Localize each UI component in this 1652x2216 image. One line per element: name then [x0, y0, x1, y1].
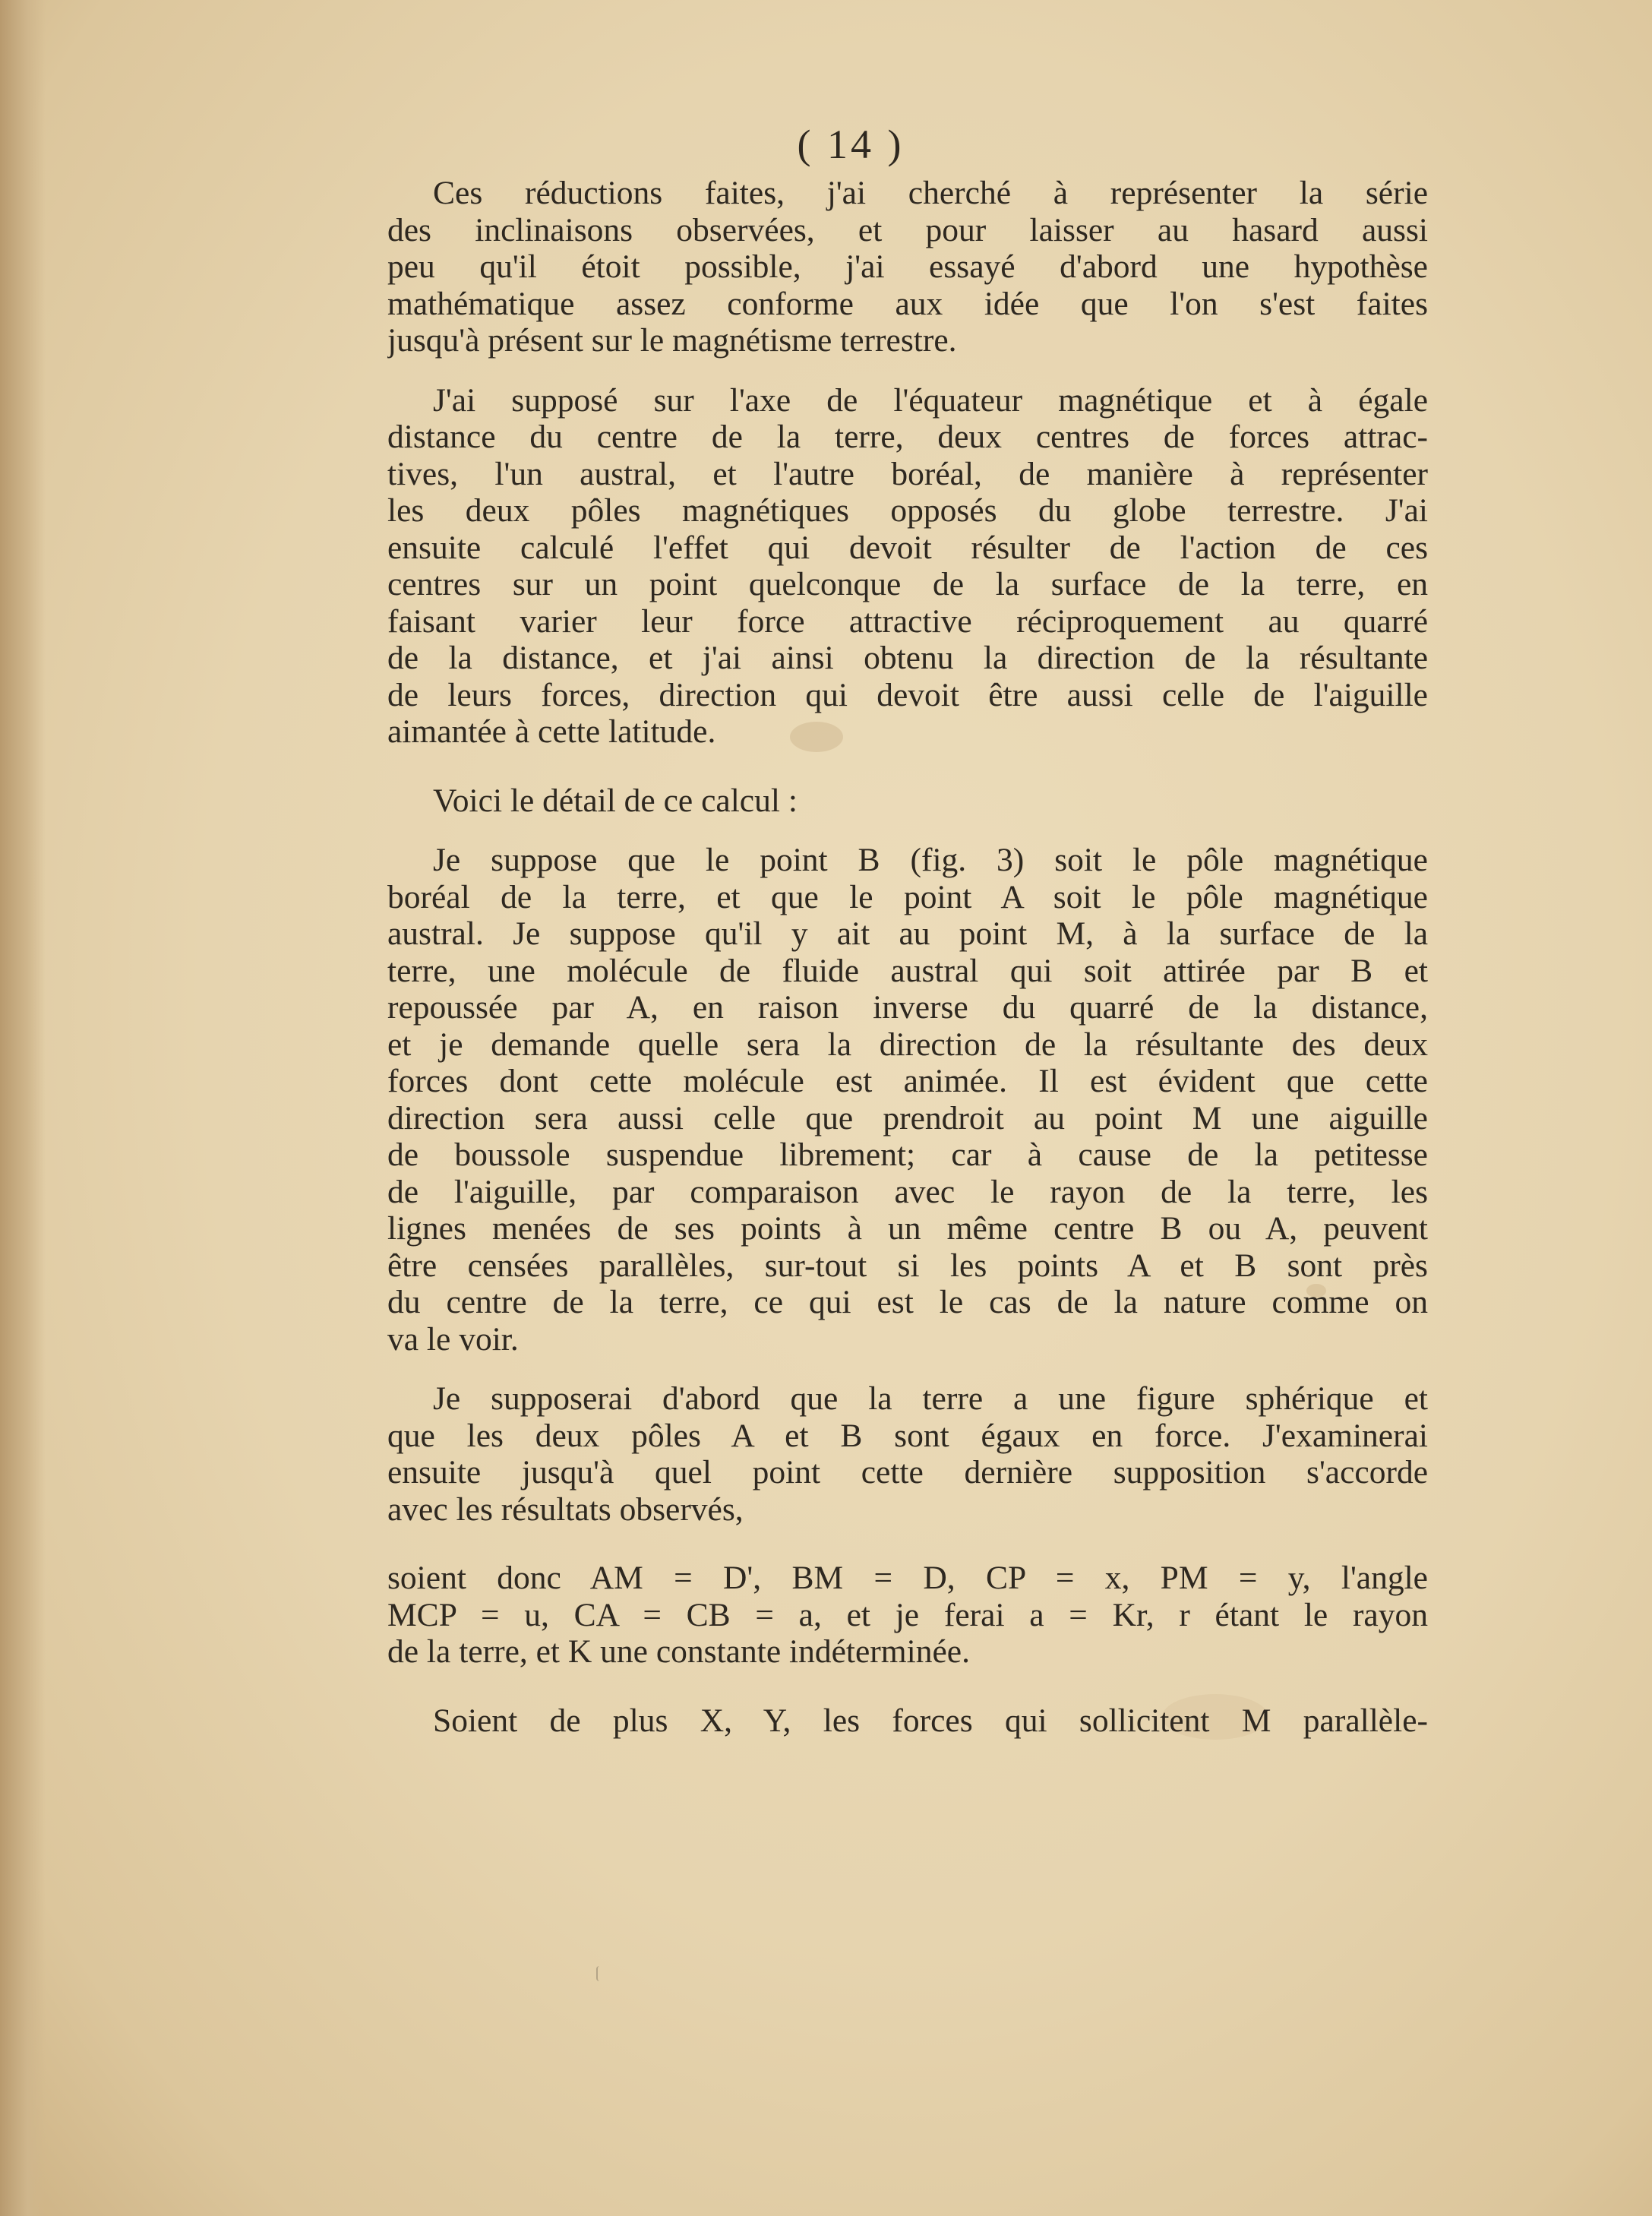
text-line: Soient de plus X, Y, les forces qui sollicitent M parallèle- [433, 1702, 1428, 1739]
text-line: de boussole suspendue librement; car à cause de la petitesse [387, 1136, 1428, 1173]
text-line: mathématique assez conforme aux idée que l'on s'est faites [387, 285, 1428, 322]
text-line: que les deux pôles A et B sont égaux en force. J'examinerai [387, 1417, 1428, 1454]
text-line: avec les résultats observés, [387, 1491, 744, 1528]
text-line: direction sera aussi celle que prendroit au point M une aiguille [387, 1099, 1428, 1136]
text-line: Voici le détail de ce calcul : [433, 782, 798, 819]
text-line: jusqu'à présent sur le magnétisme terrestre. [387, 322, 957, 359]
paragraph [387, 382, 1428, 751]
text-line: les deux pôles magnétiques opposés du globe terrestre. J'ai [387, 492, 1428, 529]
text-line: forces dont cette molécule est animée. Il est évident que cette [387, 1063, 1428, 1099]
text-line: distance du centre de la terre, deux centres de forces attrac- [387, 419, 1428, 455]
paragraph-continuation [387, 212, 1428, 359]
text-line: peu qu'il étoit possible, j'ai essayé d'abord une hypothèse [387, 248, 1428, 285]
binding-gutter-shadow [0, 0, 46, 2216]
text-line: de l'aiguille, par comparaison avec le rayon de la terre, les [387, 1173, 1428, 1210]
text-line: Je suppose que le point B (fig. 3) soit le pôle magnétique [433, 842, 1428, 878]
text-line: boréal de la terre, et que le point A soit le pôle magnétique [387, 878, 1428, 915]
page-text [387, 122, 1428, 1739]
text-line: terre, une molécule de fluide austral qui soit attirée par B et [387, 952, 1428, 989]
text-line: de la distance, et j'ai ainsi obtenu la direction de la résultante [387, 640, 1428, 676]
paragraph [387, 1702, 1428, 1740]
text-line: des inclinaisons observées, et pour laisser au hasard aussi [387, 211, 1428, 248]
text-line: J'ai supposé sur l'axe de l'équateur magnétique et à égale [433, 381, 1428, 419]
text-line: être censées parallèles, sur-tout si les points A et B sont près [387, 1247, 1428, 1284]
text-line: MCP = u, CA = CB = a, et je ferai a = Kr, r étant le rayon [387, 1596, 1428, 1633]
text-line: de leurs forces, direction qui devoit être aussi celle de l'aiguille [387, 676, 1428, 713]
text-line: soient donc AM = D', BM = D, CP = x, PM = y, l'angle [387, 1560, 1428, 1596]
paragraph [387, 1560, 1428, 1671]
ink-mark [596, 1966, 604, 1981]
page-number: ( 14 ) [797, 122, 905, 167]
text-line: de la terre, et K une constante indéterminée. [387, 1633, 970, 1670]
text-line: centres sur un point quelconque de la surface de la terre, en [387, 566, 1428, 602]
paragraph [387, 842, 1428, 1358]
text-line: lignes menées de ses points à un même centre B ou A, peuvent [387, 1210, 1428, 1247]
paragraph [387, 782, 1428, 820]
text-line: va le voir. [387, 1320, 519, 1358]
paragraph [387, 1380, 1428, 1528]
text-line: et je demande quelle sera la direction de la résultante des deux [387, 1026, 1428, 1063]
text-line: Ces réductions faites, j'ai cherché à représenter la série [433, 175, 1428, 211]
text-line: ensuite calculé l'effet qui devoit résulter de l'action de ces [387, 529, 1428, 566]
text-line: Je supposerai d'abord que la terre a une figure sphérique et [433, 1380, 1428, 1417]
text-line: repoussée par A, en raison inverse du quarré de la distance, [387, 989, 1428, 1026]
text-line: faisant varier leur force attractive réciproquement au quarré [387, 602, 1428, 640]
text-line: du centre de la terre, ce qui est le cas de la nature comme on [387, 1284, 1428, 1320]
text-line: ensuite jusqu'à quel point cette dernière supposition s'accorde [387, 1454, 1428, 1491]
paragraph [387, 175, 1428, 212]
text-line: tives, l'un austral, et l'autre boréal, de manière à représenter [387, 455, 1428, 492]
text-line: aimantée à cette latitude. [387, 713, 716, 750]
text-line: austral. Je suppose qu'il y ait au point M, à la surface de la [387, 915, 1428, 952]
